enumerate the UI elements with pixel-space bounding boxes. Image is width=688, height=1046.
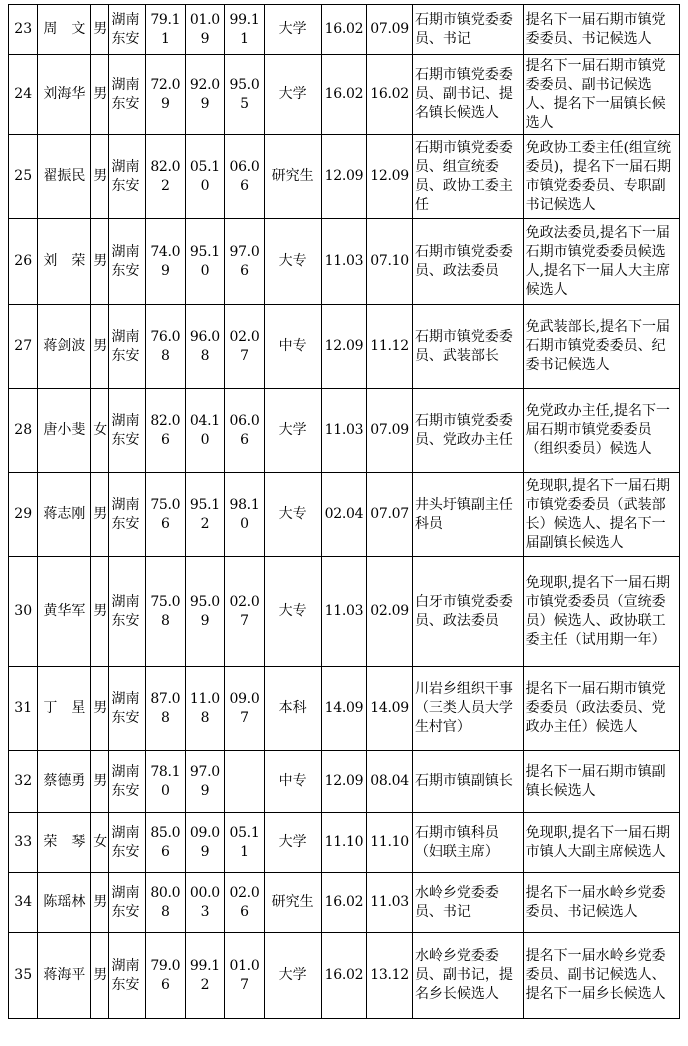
- birth-date: 85.06: [146, 813, 186, 873]
- education: 中专: [264, 305, 321, 389]
- party-join-date: 09.07: [225, 667, 265, 751]
- native-place: 湖南东安: [109, 751, 146, 813]
- appointment-date: 12.09: [321, 751, 367, 813]
- table-row: [9, 933, 680, 1019]
- nomination-note: 免现职,提名下一届石期市镇人大副主席候选人: [523, 813, 679, 873]
- table-row: [9, 305, 680, 389]
- nomination-note: 提名下一届石期市镇党委委员、副书记候选人、提名下一届镇长候选人: [523, 55, 679, 135]
- work-start-date: 09.09: [185, 813, 225, 873]
- native-place: 湖南东安: [109, 473, 146, 557]
- nomination-note: 免现职,提名下一届石期市镇党委委员（武装部长）候选人、提名下一届副镇长候选人: [523, 473, 679, 557]
- person-name: 黄华军: [38, 557, 91, 667]
- birth-date: 82.06: [146, 389, 186, 473]
- row-number: 23: [9, 5, 38, 55]
- table-row: [9, 473, 680, 557]
- nomination-note: 提名下一届水岭乡党委委员、副书记候选人、提名下一届乡长候选人: [523, 933, 679, 1019]
- native-place: 湖南东安: [109, 667, 146, 751]
- work-start-date: 95.09: [185, 557, 225, 667]
- party-join-date: 02.07: [225, 305, 265, 389]
- appointment-date: 11.03: [321, 389, 367, 473]
- nomination-note: 免政法委员,提名下一届石期市镇党委委员候选人,提名下一届人大主席候选人: [523, 219, 679, 305]
- person-name: 蒋志刚: [38, 473, 91, 557]
- table-row: [9, 55, 680, 135]
- party-join-date: 95.05: [225, 55, 265, 135]
- appointment-date: 12.09: [321, 135, 367, 219]
- work-start-date: 05.10: [185, 135, 225, 219]
- nomination-note: 免政协工委主任(组宣统委员)，提名下一届石期市镇党委委员、专职副书记候选人: [523, 135, 679, 219]
- gender: 男: [91, 751, 109, 813]
- birth-date: 87.08: [146, 667, 186, 751]
- current-position: 水岭乡党委委员、副书记，提名乡长候选人: [412, 933, 523, 1019]
- row-number: 34: [9, 873, 38, 933]
- current-position: 石期市镇党委委员、组宣统委员、政协工委主任: [412, 135, 523, 219]
- rank-date: 14.09: [367, 667, 413, 751]
- table-row: [9, 219, 680, 305]
- birth-date: 82.02: [146, 135, 186, 219]
- row-number: 35: [9, 933, 38, 1019]
- birth-date: 72.09: [146, 55, 186, 135]
- nomination-note: 提名下一届水岭乡党委委员、书记候选人: [523, 873, 679, 933]
- rank-date: 07.09: [367, 389, 413, 473]
- education: 研究生: [264, 873, 321, 933]
- appointment-date: 11.10: [321, 813, 367, 873]
- birth-date: 74.09: [146, 219, 186, 305]
- table-row: [9, 873, 680, 933]
- work-start-date: 95.12: [185, 473, 225, 557]
- current-position: 石期市镇副镇长: [412, 751, 523, 813]
- appointment-date: 16.02: [321, 55, 367, 135]
- current-position: 白牙市镇党委委员、政法委员: [412, 557, 523, 667]
- row-number: 28: [9, 389, 38, 473]
- education: 研究生: [264, 135, 321, 219]
- nomination-note: 免武装部长,提名下一届石期市镇党委委员、纪委书记候选人: [523, 305, 679, 389]
- gender: 女: [91, 389, 109, 473]
- row-number: 30: [9, 557, 38, 667]
- person-name: 翟振民: [38, 135, 91, 219]
- current-position: 井头圩镇副主任科员: [412, 473, 523, 557]
- work-start-date: 99.12: [185, 933, 225, 1019]
- gender: 男: [91, 933, 109, 1019]
- education: 大学: [264, 389, 321, 473]
- current-position: 石期市镇党委委员、政法委员: [412, 219, 523, 305]
- rank-date: 12.09: [367, 135, 413, 219]
- work-start-date: 00.03: [185, 873, 225, 933]
- rank-date: 11.10: [367, 813, 413, 873]
- rank-date: 13.12: [367, 933, 413, 1019]
- rank-date: 07.10: [367, 219, 413, 305]
- appointment-date: 02.04: [321, 473, 367, 557]
- current-position: 石期市镇党委委员、武装部长: [412, 305, 523, 389]
- party-join-date: [225, 751, 265, 813]
- table-row: [9, 389, 680, 473]
- work-start-date: 97.09: [185, 751, 225, 813]
- table-row: [9, 557, 680, 667]
- row-number: 24: [9, 55, 38, 135]
- person-name: 丁 星: [38, 667, 91, 751]
- native-place: 湖南东安: [109, 389, 146, 473]
- person-name: 刘 荣: [38, 219, 91, 305]
- party-join-date: 02.07: [225, 557, 265, 667]
- current-position: 川岩乡组织干事（三类人员大学生村官）: [412, 667, 523, 751]
- education: 大专: [264, 557, 321, 667]
- native-place: 湖南东安: [109, 933, 146, 1019]
- nomination-note: 提名下一届石期市镇党委委员、书记候选人: [523, 5, 679, 55]
- rank-date: 02.09: [367, 557, 413, 667]
- education: 大学: [264, 55, 321, 135]
- education: 大学: [264, 5, 321, 55]
- party-join-date: 06.06: [225, 389, 265, 473]
- native-place: 湖南东安: [109, 5, 146, 55]
- appointment-date: 16.02: [321, 873, 367, 933]
- party-join-date: 01.07: [225, 933, 265, 1019]
- native-place: 湖南东安: [109, 813, 146, 873]
- row-number: 33: [9, 813, 38, 873]
- work-start-date: 96.08: [185, 305, 225, 389]
- nomination-note: 提名下一届石期市镇副镇长候选人: [523, 751, 679, 813]
- rank-date: 16.02: [367, 55, 413, 135]
- education: 大专: [264, 219, 321, 305]
- gender: 女: [91, 813, 109, 873]
- native-place: 湖南东安: [109, 55, 146, 135]
- party-join-date: 99.11: [225, 5, 265, 55]
- gender: 男: [91, 5, 109, 55]
- rank-date: 11.03: [367, 873, 413, 933]
- native-place: 湖南东安: [109, 305, 146, 389]
- current-position: 石期市镇党委委员、书记: [412, 5, 523, 55]
- education: 大学: [264, 933, 321, 1019]
- row-number: 29: [9, 473, 38, 557]
- native-place: 湖南东安: [109, 557, 146, 667]
- person-name: 蔡德勇: [38, 751, 91, 813]
- person-name: 蒋剑波: [38, 305, 91, 389]
- roster-body: [9, 5, 680, 1019]
- party-join-date: 97.06: [225, 219, 265, 305]
- gender: 男: [91, 667, 109, 751]
- appointment-date: 11.03: [321, 219, 367, 305]
- person-name: 蒋海平: [38, 933, 91, 1019]
- row-number: 31: [9, 667, 38, 751]
- nomination-note: 提名下一届石期市镇党委委员（政法委员、党政办主任）候选人: [523, 667, 679, 751]
- rank-date: 07.09: [367, 5, 413, 55]
- gender: 男: [91, 557, 109, 667]
- party-join-date: 05.11: [225, 813, 265, 873]
- row-number: 26: [9, 219, 38, 305]
- work-start-date: 92.09: [185, 55, 225, 135]
- gender: 男: [91, 55, 109, 135]
- native-place: 湖南东安: [109, 219, 146, 305]
- birth-date: 75.06: [146, 473, 186, 557]
- appointment-date: 14.09: [321, 667, 367, 751]
- person-name: 荣 琴: [38, 813, 91, 873]
- table-row: [9, 667, 680, 751]
- current-position: 石期市镇党委委员、党政办主任: [412, 389, 523, 473]
- current-position: 石期市镇党委委员、副书记、提名镇长候选人: [412, 55, 523, 135]
- education: 本科: [264, 667, 321, 751]
- work-start-date: 01.09: [185, 5, 225, 55]
- party-join-date: 98.10: [225, 473, 265, 557]
- birth-date: 75.08: [146, 557, 186, 667]
- table-row: [9, 751, 680, 813]
- gender: 男: [91, 135, 109, 219]
- table-row: [9, 5, 680, 55]
- table-row: [9, 813, 680, 873]
- appointment-date: 11.03: [321, 557, 367, 667]
- row-number: 27: [9, 305, 38, 389]
- party-join-date: 06.06: [225, 135, 265, 219]
- work-start-date: 11.08: [185, 667, 225, 751]
- birth-date: 80.08: [146, 873, 186, 933]
- work-start-date: 04.10: [185, 389, 225, 473]
- rank-date: 07.07: [367, 473, 413, 557]
- row-number: 32: [9, 751, 38, 813]
- nomination-note: 免党政办主任,提名下一届石期市镇党委委员（组织委员）候选人: [523, 389, 679, 473]
- gender: 男: [91, 873, 109, 933]
- person-name: 刘海华: [38, 55, 91, 135]
- gender: 男: [91, 305, 109, 389]
- birth-date: 78.10: [146, 751, 186, 813]
- birth-date: 76.08: [146, 305, 186, 389]
- gender: 男: [91, 473, 109, 557]
- party-join-date: 02.06: [225, 873, 265, 933]
- gender: 男: [91, 219, 109, 305]
- native-place: 湖南东安: [109, 135, 146, 219]
- appointment-date: 12.09: [321, 305, 367, 389]
- nomination-note: 免现职,提名下一届石期市镇党委委员（宣统委员）候选人、政协联工委主任（试用期一年）: [523, 557, 679, 667]
- person-name: 陈瑶林: [38, 873, 91, 933]
- rank-date: 08.04: [367, 751, 413, 813]
- rank-date: 11.12: [367, 305, 413, 389]
- row-number: 25: [9, 135, 38, 219]
- table-row: [9, 135, 680, 219]
- birth-date: 79.11: [146, 5, 186, 55]
- education: 中专: [264, 751, 321, 813]
- appointment-date: 16.02: [321, 933, 367, 1019]
- current-position: 石期市镇科员（妇联主席）: [412, 813, 523, 873]
- person-name: 周 文: [38, 5, 91, 55]
- work-start-date: 95.10: [185, 219, 225, 305]
- person-name: 唐小斐: [38, 389, 91, 473]
- native-place: 湖南东安: [109, 873, 146, 933]
- birth-date: 79.06: [146, 933, 186, 1019]
- current-position: 水岭乡党委委员、书记: [412, 873, 523, 933]
- appointment-date: 16.02: [321, 5, 367, 55]
- education: 大学: [264, 813, 321, 873]
- cadre-roster-table: [8, 4, 680, 1019]
- education: 大专: [264, 473, 321, 557]
